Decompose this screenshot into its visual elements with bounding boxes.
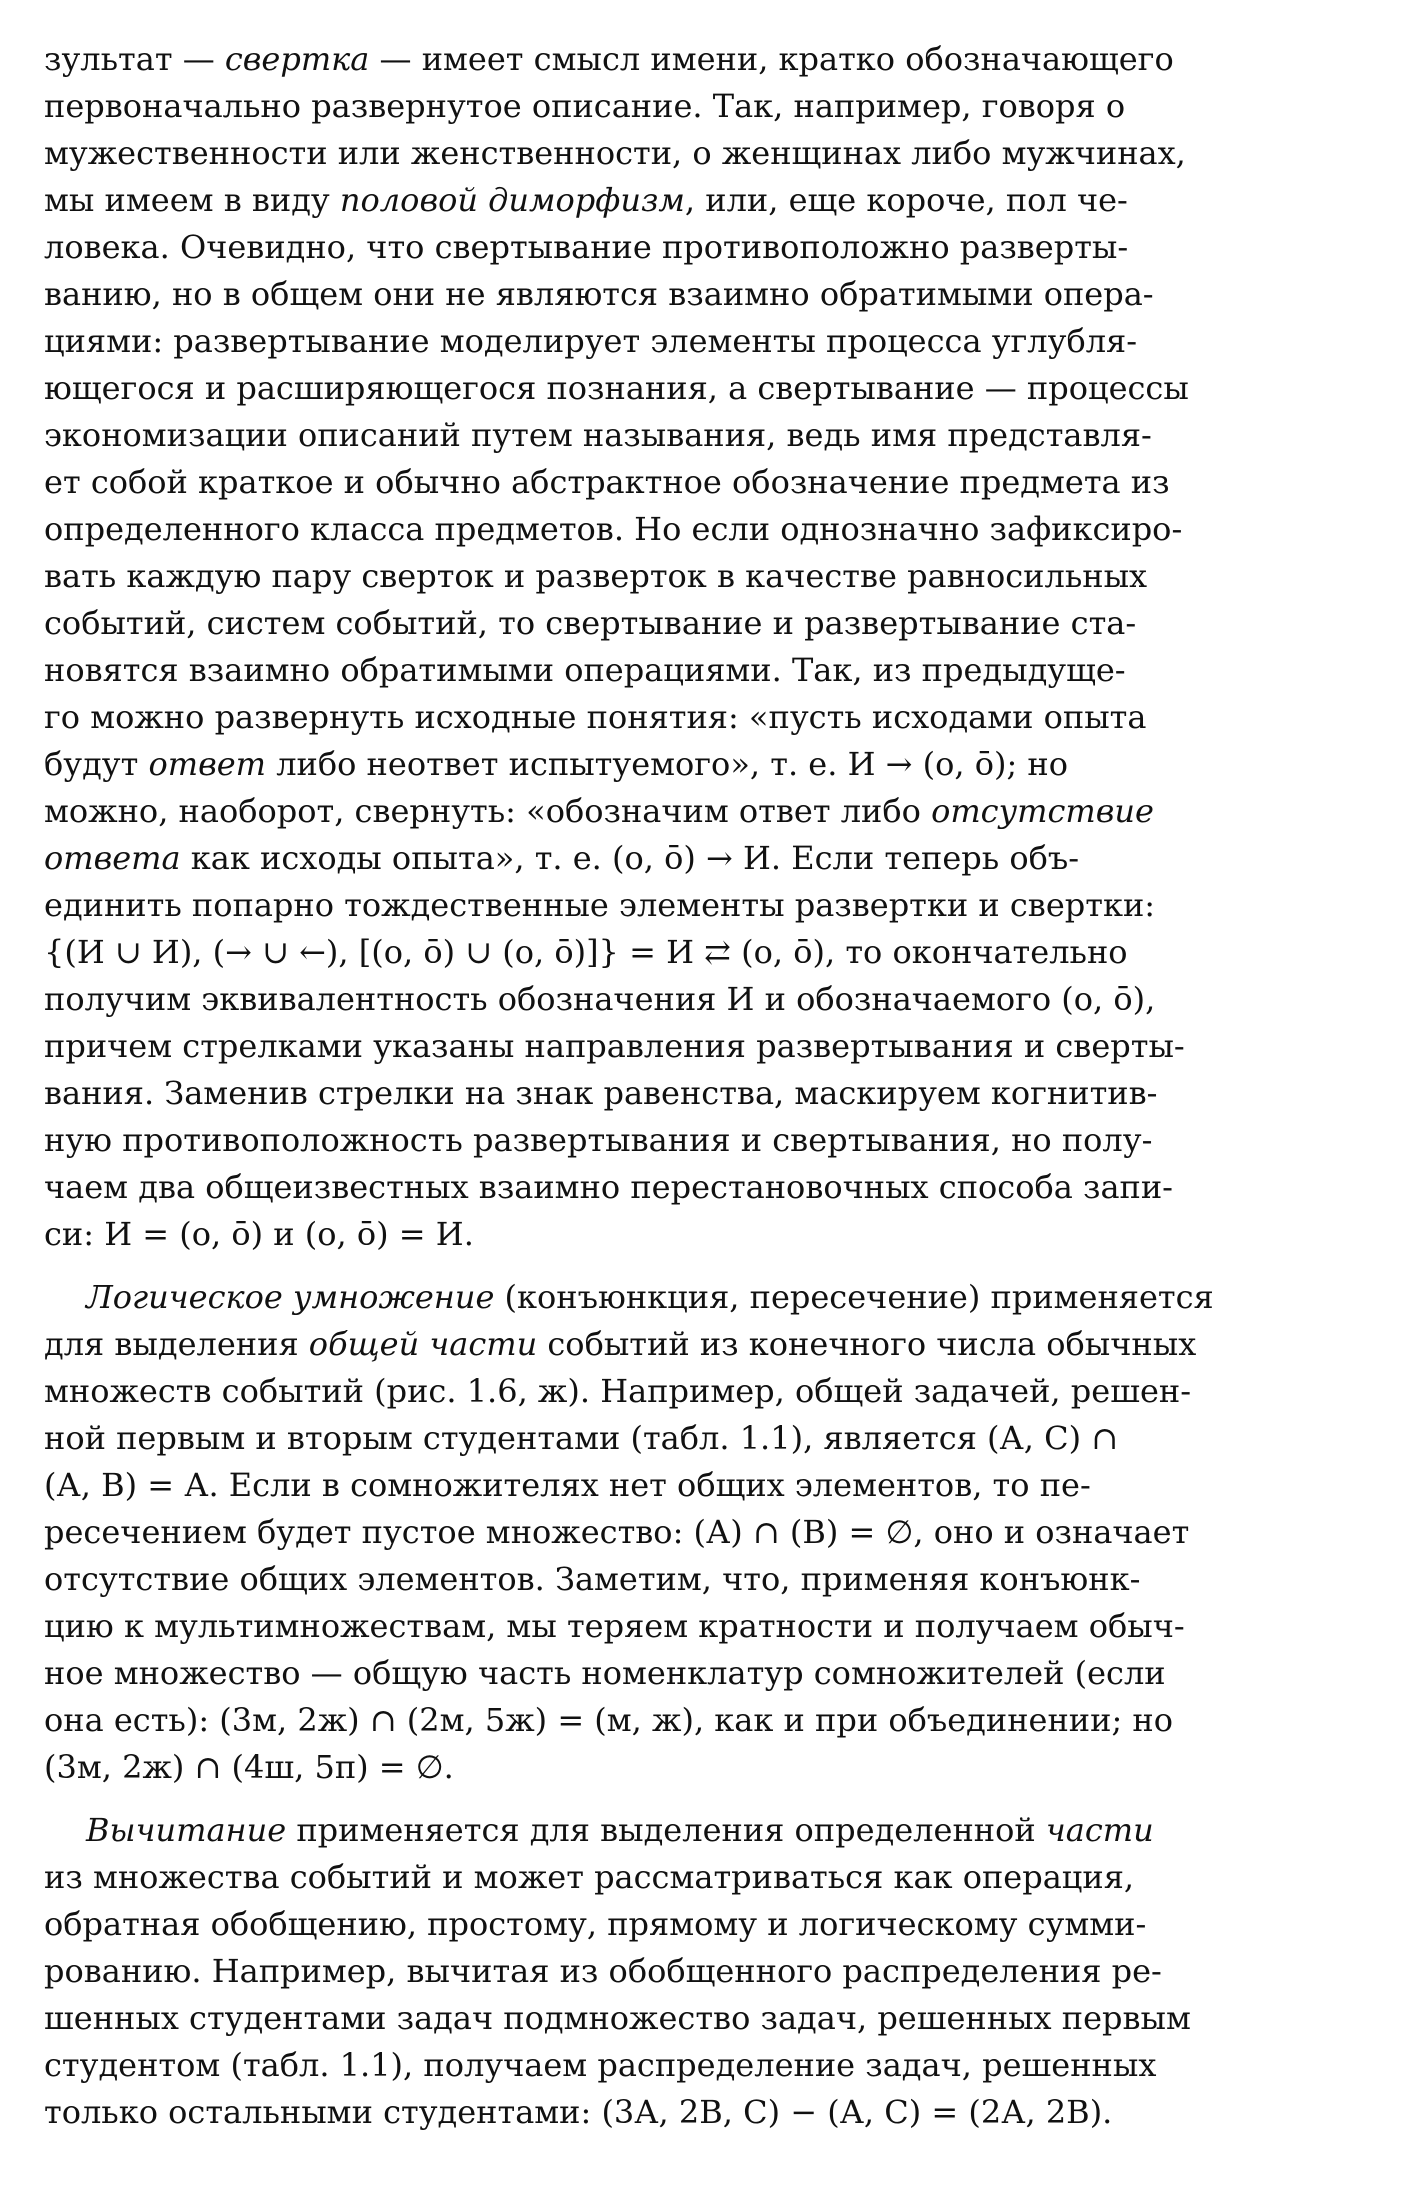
text-line: Вычитание применяется для выделения определенной части	[86, 1811, 1154, 1849]
text-line: обратная обобщению, простому, прямому и логическому сумми-	[44, 1905, 1147, 1943]
paragraph-convolution	[44, 36, 1364, 1258]
text-line: ресечением будет пустое множество: (А) ∩ (В) = ∅, оно и означает	[44, 1513, 1190, 1551]
text-line: для выделения общей части событий из конечного числа обычных	[44, 1325, 1197, 1363]
text-line: ную противоположность развертывания и свертывания, но полу-	[44, 1121, 1153, 1159]
text-line: отсутствие общих элементов. Заметим, что, применяя конъюнк-	[44, 1560, 1141, 1598]
text-line: ющегося и расширяющегося познания, а свертывание — процессы	[44, 369, 1189, 407]
text-line: ной первым и вторым студентами (табл. 1.1), является (А, С) ∩	[44, 1419, 1119, 1457]
text-line: мы имеем в виду половой диморфизм, или, еще короче, пол че-	[44, 181, 1128, 219]
text-line: она есть): (3м, 2ж) ∩ (2м, 5ж) = (м, ж), как и при объединении; но	[44, 1701, 1173, 1739]
text-line: ловека. Очевидно, что свертывание противоположно разверты-	[44, 228, 1129, 266]
text-line: определенного класса предметов. Но если однозначно зафиксиро-	[44, 510, 1183, 548]
text-line: ответа как исходы опыта», т. е. (о, ō) → И. Если теперь объ-	[44, 839, 1080, 877]
text-line: ет собой краткое и обычно абстрактное обозначение предмета из	[44, 463, 1170, 501]
text-line: первоначально развернутое описание. Так, например, говоря о	[44, 87, 1126, 125]
text-line: чаем два общеизвестных взаимно перестановочных способа запи-	[44, 1168, 1173, 1206]
text-line: единить попарно тождественные элементы развертки и свертки:	[44, 886, 1156, 924]
text-line: си: И = (о, ō) и (о, ō) = И.	[44, 1215, 474, 1253]
paragraph-subtraction	[44, 1807, 1364, 2136]
text-line: можно, наоборот, свернуть: «обозначим ответ либо отсутствие	[44, 792, 1154, 830]
text-line: ное множество — общую часть номенклатур сомножителей (если	[44, 1654, 1166, 1692]
text-line: новятся взаимно обратимыми операциями. Так, из предыдуще-	[44, 651, 1126, 689]
text-line: вать каждую пару сверток и разверток в качестве равносильных	[44, 557, 1148, 595]
text-line: будут ответ либо неответ испытуемого», т. е. И → (о, ō); но	[44, 745, 1069, 783]
text-line: {(И ∪ И), (→ ∪ ←), [(о, ō) ∪ (о, ō)]} = И ⇄ (о, ō), то окончательно	[44, 933, 1128, 971]
text-line: циями: развертывание моделирует элементы процесса углубля-	[44, 322, 1138, 360]
text-line: мужественности или женственности, о женщинах либо мужчинах,	[44, 134, 1186, 172]
text-line: вания. Заменив стрелки на знак равенства, маскируем когнитив-	[44, 1074, 1158, 1112]
text-line: причем стрелками указаны направления развертывания и сверты-	[44, 1027, 1185, 1065]
book-page	[44, 36, 1364, 2136]
text-line: зультат — свертка — имеет смысл имени, кратко обозначающего	[44, 40, 1174, 78]
text-line: цию к мультимножествам, мы теряем кратности и получаем обыч-	[44, 1607, 1185, 1645]
text-line: множеств событий (рис. 1.6, ж). Например, общей задачей, решен-	[44, 1372, 1192, 1410]
paragraph-spacer	[44, 1258, 1364, 1274]
text-line: экономизации описаний путем называния, ведь имя представля-	[44, 416, 1152, 454]
paragraph-spacer	[44, 1791, 1364, 1807]
text-line: ванию, но в общем они не являются взаимно обратимыми опера-	[44, 275, 1154, 313]
text-line: из множества событий и может рассматриваться как операция,	[44, 1858, 1135, 1896]
text-line: событий, систем событий, то свертывание и развертывание ста-	[44, 604, 1137, 642]
text-line: (3м, 2ж) ∩ (4ш, 5п) = ∅.	[44, 1748, 454, 1786]
text-line: го можно развернуть исходные понятия: «пусть исходами опыта	[44, 698, 1147, 736]
paragraph-logical-multiplication	[44, 1274, 1364, 1791]
text-line: (А, В) = А. Если в сомножителях нет общих элементов, то пе-	[44, 1466, 1091, 1504]
text-line: студентом (табл. 1.1), получаем распределение задач, решенных	[44, 2046, 1157, 2084]
text-line: получим эквивалентность обозначения И и обозначаемого (о, ō),	[44, 980, 1156, 1018]
text-line: Логическое умножение (конъюнкция, пересечение) применяется	[86, 1278, 1214, 1316]
text-line: рованию. Например, вычитая из обобщенного распределения ре-	[44, 1952, 1162, 1990]
text-line: шенных студентами задач подмножество задач, решенных первым	[44, 1999, 1191, 2037]
text-line: только остальными студентами: (3А, 2В, С) − (А, С) = (2А, 2В).	[44, 2093, 1113, 2131]
